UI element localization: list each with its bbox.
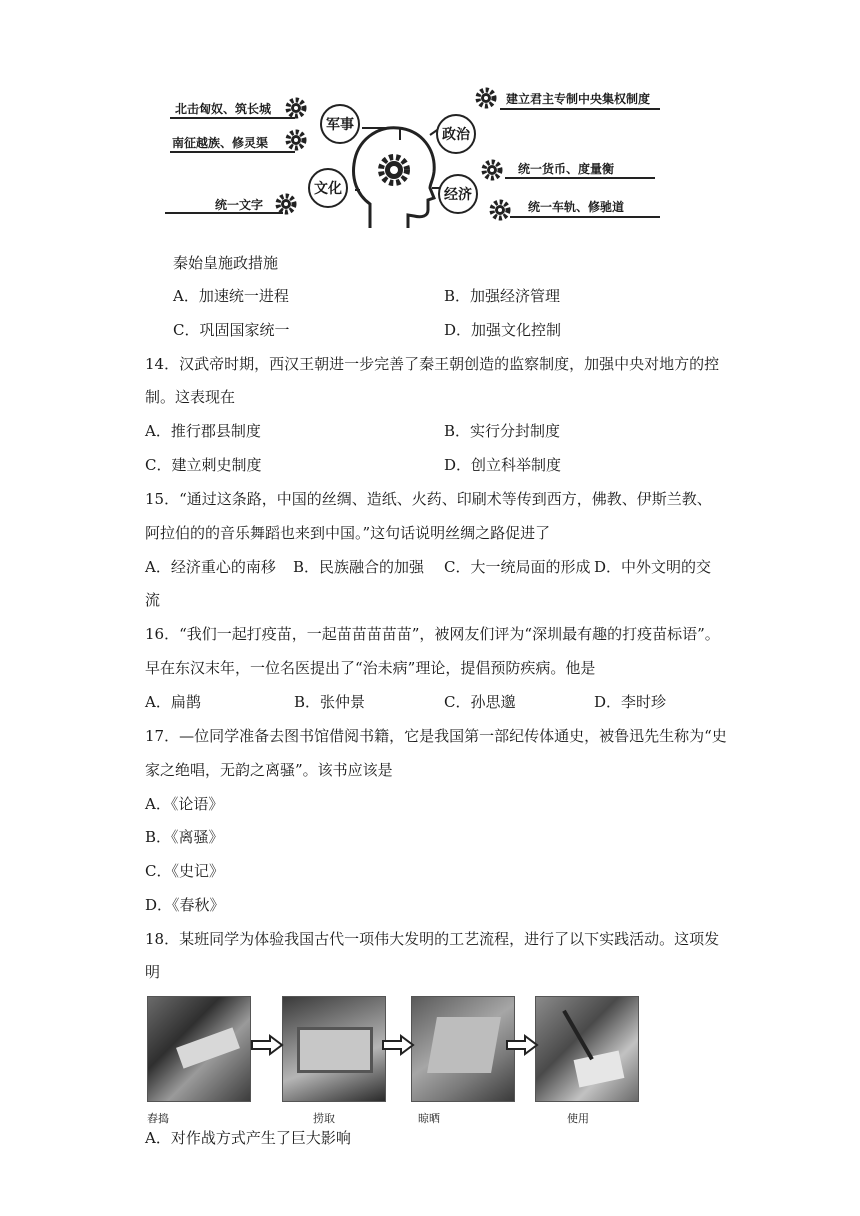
q13-option-c: C．巩固国家统一	[173, 321, 290, 339]
label-north: 北击匈奴、筑长城	[175, 102, 272, 116]
step-caption: 晾晒	[418, 1112, 440, 1125]
q15-stem-line2: 阿拉伯的的音乐舞蹈也来到中国。”这句话说明丝绸之路促进了	[145, 524, 551, 542]
step-caption: 舂捣	[147, 1112, 169, 1125]
q18-option-a: A．对作战方式产生了巨大影响	[145, 1129, 351, 1147]
step-caption: 使用	[567, 1112, 589, 1125]
node-economy: 经济	[438, 174, 478, 214]
process-photo-pounding	[147, 996, 251, 1102]
q17-option-d: D．《春秋》	[145, 896, 225, 914]
diagram-caption: 秦始皇施政措施	[173, 254, 279, 272]
q17-option-a: A．《论语》	[145, 795, 224, 813]
label-currency: 统一货币、度量衡	[518, 162, 615, 176]
process-photo-drying	[411, 996, 515, 1102]
q15-option-a: A．经济重心的南移	[145, 558, 276, 576]
step-caption: 捞取	[313, 1112, 335, 1125]
node-military: 军事	[320, 104, 360, 144]
q15-option-d-cont: 流	[145, 591, 161, 609]
q17-stem-line2: 家之绝唱，无韵之离骚”。该书应该是	[145, 761, 393, 779]
q16-stem-line1: 16．“我们一起打疫苗，一起苗苗苗苗苗”，被网友们评为“深圳最有趣的打疫苗标语”。	[145, 625, 720, 643]
q14-option-a: A．推行郡县制度	[145, 422, 261, 440]
process-photo-scooping	[282, 996, 386, 1102]
q15-option-b: B．民族融合的加强	[293, 558, 425, 576]
q17-option-b: B．《离骚》	[145, 828, 224, 846]
q16-option-d: D．李时珍	[594, 693, 667, 711]
arrow-right-icon	[505, 1034, 539, 1056]
label-central: 建立君主专制中央集权制度	[506, 92, 651, 106]
policy-diagram	[160, 80, 670, 230]
node-politics: 政治	[436, 114, 476, 154]
q15-option-d: D．中外文明的交	[594, 558, 712, 576]
q16-option-c: C．孙思邈	[444, 693, 516, 711]
q16-option-b: B．张仲景	[294, 693, 366, 711]
q14-option-c: C．建立刺史制度	[145, 456, 262, 474]
process-photo-using	[535, 996, 639, 1102]
q14-option-b: B．实行分封制度	[444, 422, 561, 440]
q13-option-d: D．加强文化控制	[444, 321, 562, 339]
q14-stem-line1: 14．汉武帝时期，西汉王朝进一步完善了秦王朝创造的监察制度，加强中央对地方的控	[145, 355, 720, 373]
q15-option-c: C．大一统局面的形成	[444, 558, 591, 576]
q15-stem-line1: 15．“通过这条路，中国的丝绸、造纸、火药、印刷术等传到西方，佛教、伊斯兰教、	[145, 490, 712, 508]
arrow-right-icon	[250, 1034, 284, 1056]
q18-stem-line2: 明	[145, 963, 161, 981]
q13-option-a: A．加速统一进程	[173, 287, 289, 305]
q13-option-b: B．加强经济管理	[444, 287, 561, 305]
q14-option-d: D．创立科举制度	[444, 456, 562, 474]
label-south: 南征越族、修灵渠	[172, 136, 269, 150]
label-roads: 统一车轨、修驰道	[528, 200, 625, 214]
arrow-right-icon	[381, 1034, 415, 1056]
q17-option-c: C．《史记》	[145, 862, 224, 880]
label-writing: 统一文字	[215, 198, 264, 212]
q18-stem-line1: 18．某班同学为体验我国古代一项伟大发明的工艺流程，进行了以下实践活动。这项发	[145, 930, 720, 948]
q14-stem-line2: 制。这表现在	[145, 388, 236, 406]
q16-stem-line2: 早在东汉末年，一位名医提出了“治未病”理论，提倡预防疾病。他是	[145, 659, 596, 677]
q16-option-a: A．扁鹊	[145, 693, 201, 711]
connector-lines	[160, 80, 670, 230]
node-culture: 文化	[308, 168, 348, 208]
q17-stem-line1: 17．—位同学准备去图书馆借阅书籍，它是我国第一部纪传体通史，被鲁迅先生称为“史	[145, 727, 727, 745]
